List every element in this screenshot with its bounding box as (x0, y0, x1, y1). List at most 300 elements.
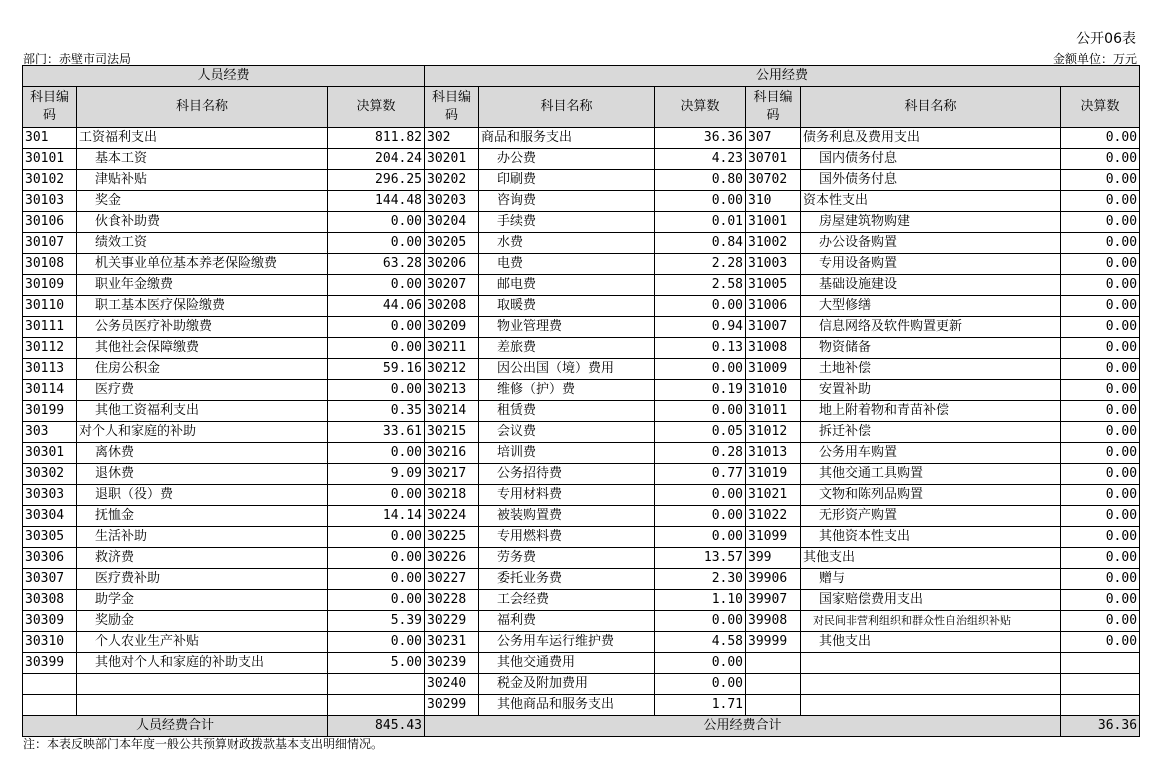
public-b-amount-cell: 0.00 (1061, 275, 1140, 296)
personnel-amount-cell: 0.00 (328, 527, 425, 548)
public-b-amount-cell (1061, 674, 1140, 695)
public-a-name-cell: 邮电费 (479, 275, 655, 296)
personnel-amount-cell: 0.00 (328, 317, 425, 338)
public-b-amount-cell: 0.00 (1061, 422, 1140, 443)
public-a-amount-cell: 2.58 (655, 275, 746, 296)
public-b-amount-cell: 0.00 (1061, 632, 1140, 653)
personnel-name-cell: 公务员医疗补助缴费 (77, 317, 328, 338)
personnel-name-cell: 绩效工资 (77, 233, 328, 254)
col-code-header: 科目编码 (23, 87, 77, 128)
table-row (23, 485, 1140, 506)
public-b-amount-cell (1061, 653, 1140, 674)
personnel-code-cell: 30108 (23, 254, 77, 275)
public-b-amount-cell: 0.00 (1061, 611, 1140, 632)
public-a-code-cell: 30229 (425, 611, 479, 632)
public-b-code-cell (746, 695, 801, 716)
public-b-name-cell: 安置补助 (801, 380, 1061, 401)
public-b-amount-cell: 0.00 (1061, 464, 1140, 485)
public-a-code-cell: 30213 (425, 380, 479, 401)
table-row (23, 422, 1140, 443)
public-a-name-cell: 劳务费 (479, 548, 655, 569)
personnel-code-cell: 30302 (23, 464, 77, 485)
table-row (23, 695, 1140, 716)
personnel-amount-cell: 5.39 (328, 611, 425, 632)
public-b-code-cell: 31022 (746, 506, 801, 527)
public-b-name-cell: 国内债务付息 (801, 149, 1061, 170)
table-row (23, 653, 1140, 674)
table-row (23, 275, 1140, 296)
col-amount-header: 决算数 (1061, 87, 1140, 128)
public-b-name-cell: 拆迁补偿 (801, 422, 1061, 443)
public-a-name-cell: 手续费 (479, 212, 655, 233)
personnel-amount-cell (328, 695, 425, 716)
public-a-amount-cell: 0.94 (655, 317, 746, 338)
public-a-name-cell: 办公费 (479, 149, 655, 170)
public-b-name-cell: 无形资产购置 (801, 506, 1061, 527)
expenditure-table (22, 65, 1140, 737)
public-b-name-cell: 公务用车购置 (801, 443, 1061, 464)
personnel-amount-cell: 0.00 (328, 212, 425, 233)
public-a-code-cell: 30214 (425, 401, 479, 422)
public-b-name-cell: 其他交通工具购置 (801, 464, 1061, 485)
public-a-code-cell: 30240 (425, 674, 479, 695)
personnel-code-cell: 30111 (23, 317, 77, 338)
personnel-amount-cell: 9.09 (328, 464, 425, 485)
personnel-code-cell: 30101 (23, 149, 77, 170)
public-a-amount-cell: 0.00 (655, 653, 746, 674)
table-row (23, 527, 1140, 548)
public-a-amount-cell: 2.28 (655, 254, 746, 275)
public-b-code-cell: 39999 (746, 632, 801, 653)
personnel-name-cell: 生活补助 (77, 527, 328, 548)
personnel-code-cell: 30305 (23, 527, 77, 548)
personnel-name-cell: 医疗费 (77, 380, 328, 401)
personnel-code-cell: 30303 (23, 485, 77, 506)
col-amount-header: 决算数 (655, 87, 746, 128)
public-a-code-cell: 30225 (425, 527, 479, 548)
public-a-amount-cell: 0.19 (655, 380, 746, 401)
table-row (23, 401, 1140, 422)
table-id-label: 公开06表 (1076, 31, 1136, 47)
public-a-amount-cell: 0.00 (655, 527, 746, 548)
personnel-amount-cell: 0.00 (328, 233, 425, 254)
public-a-amount-cell: 0.00 (655, 359, 746, 380)
public-b-amount-cell (1061, 695, 1140, 716)
personnel-name-cell (77, 674, 328, 695)
personnel-name-cell: 抚恤金 (77, 506, 328, 527)
personnel-code-cell: 30310 (23, 632, 77, 653)
public-a-code-cell: 30203 (425, 191, 479, 212)
public-b-name-cell: 专用设备购置 (801, 254, 1061, 275)
personnel-name-cell: 其他对个人和家庭的补助支出 (77, 653, 328, 674)
public-a-name-cell: 其他交通费用 (479, 653, 655, 674)
table-row (23, 548, 1140, 569)
public-b-code-cell: 30702 (746, 170, 801, 191)
table-row (23, 632, 1140, 653)
personnel-code-cell: 30199 (23, 401, 77, 422)
public-b-code-cell: 31003 (746, 254, 801, 275)
public-a-name-cell: 咨询费 (479, 191, 655, 212)
public-b-code-cell: 31002 (746, 233, 801, 254)
public-a-code-cell: 30227 (425, 569, 479, 590)
public-a-name-cell: 福利费 (479, 611, 655, 632)
personnel-code-cell: 301 (23, 128, 77, 149)
public-b-code-cell: 31099 (746, 527, 801, 548)
public-b-amount-cell: 0.00 (1061, 212, 1140, 233)
table-row (23, 590, 1140, 611)
public-a-amount-cell: 0.84 (655, 233, 746, 254)
personnel-code-cell: 303 (23, 422, 77, 443)
public-a-name-cell: 专用燃料费 (479, 527, 655, 548)
public-a-code-cell: 30218 (425, 485, 479, 506)
personnel-name-cell: 基本工资 (77, 149, 328, 170)
public-b-code-cell: 31019 (746, 464, 801, 485)
public-a-name-cell: 被装购置费 (479, 506, 655, 527)
public-b-name-cell (801, 653, 1061, 674)
personnel-amount-cell: 63.28 (328, 254, 425, 275)
public-b-name-cell: 房屋建筑物购建 (801, 212, 1061, 233)
public-a-name-cell: 差旅费 (479, 338, 655, 359)
department-label: 部门：赤壁市司法局 (23, 52, 132, 66)
public-a-name-cell: 印刷费 (479, 170, 655, 191)
personnel-name-cell: 其他社会保障缴费 (77, 338, 328, 359)
personnel-name-cell: 个人农业生产补贴 (77, 632, 328, 653)
public-a-code-cell: 30215 (425, 422, 479, 443)
public-b-name-cell: 文物和陈列品购置 (801, 485, 1061, 506)
public-a-amount-cell: 0.00 (655, 506, 746, 527)
public-a-name-cell: 公务用车运行维护费 (479, 632, 655, 653)
personnel-amount-cell: 33.61 (328, 422, 425, 443)
public-b-name-cell: 地上附着物和青苗补偿 (801, 401, 1061, 422)
table-row (23, 611, 1140, 632)
personnel-amount-cell: 144.48 (328, 191, 425, 212)
public-b-amount-cell: 0.00 (1061, 401, 1140, 422)
public-a-code-cell: 30208 (425, 296, 479, 317)
public-a-name-cell: 专用材料费 (479, 485, 655, 506)
public-a-code-cell: 30209 (425, 317, 479, 338)
public-a-amount-cell: 0.77 (655, 464, 746, 485)
personnel-name-cell: 奖金 (77, 191, 328, 212)
public-a-code-cell: 30207 (425, 275, 479, 296)
public-b-amount-cell: 0.00 (1061, 338, 1140, 359)
public-b-name-cell: 物资储备 (801, 338, 1061, 359)
amount-unit-label: 金额单位：万元 (1052, 52, 1137, 66)
public-a-amount-cell: 13.57 (655, 548, 746, 569)
public-b-name-cell: 债务利息及费用支出 (801, 128, 1061, 149)
public-b-amount-cell: 0.00 (1061, 233, 1140, 254)
public-a-code-cell: 30231 (425, 632, 479, 653)
public-a-code-cell: 30224 (425, 506, 479, 527)
personnel-code-cell: 30306 (23, 548, 77, 569)
public-a-amount-cell: 0.01 (655, 212, 746, 233)
public-b-code-cell: 307 (746, 128, 801, 149)
table-row (23, 674, 1140, 695)
public-b-code-cell (746, 674, 801, 695)
public-a-code-cell: 30211 (425, 338, 479, 359)
col-name-header: 科目名称 (479, 87, 655, 128)
public-b-code-cell: 31001 (746, 212, 801, 233)
personnel-amount-cell: 204.24 (328, 149, 425, 170)
personnel-amount-cell: 0.00 (328, 548, 425, 569)
public-b-amount-cell: 0.00 (1061, 485, 1140, 506)
public-a-name-cell: 其他商品和服务支出 (479, 695, 655, 716)
public-a-name-cell: 税金及附加费用 (479, 674, 655, 695)
personnel-name-cell: 工资福利支出 (77, 128, 328, 149)
public-a-name-cell: 物业管理费 (479, 317, 655, 338)
personnel-amount-cell: 296.25 (328, 170, 425, 191)
public-b-amount-cell: 0.00 (1061, 506, 1140, 527)
public-b-code-cell (746, 653, 801, 674)
table-row (23, 212, 1140, 233)
table-row (23, 233, 1140, 254)
personnel-code-cell: 30113 (23, 359, 77, 380)
public-total-amount: 36.36 (1061, 716, 1140, 737)
personnel-amount-cell: 0.00 (328, 380, 425, 401)
public-a-name-cell: 租赁费 (479, 401, 655, 422)
public-b-code-cell: 31012 (746, 422, 801, 443)
public-a-amount-cell: 0.00 (655, 485, 746, 506)
public-b-name-cell: 土地补偿 (801, 359, 1061, 380)
personnel-name-cell: 职工基本医疗保险缴费 (77, 296, 328, 317)
public-b-code-cell: 39907 (746, 590, 801, 611)
public-a-amount-cell: 4.58 (655, 632, 746, 653)
table-row (23, 128, 1140, 149)
public-a-code-cell: 30299 (425, 695, 479, 716)
public-a-amount-cell: 4.23 (655, 149, 746, 170)
public-b-name-cell: 国外债务付息 (801, 170, 1061, 191)
col-code-header: 科目编码 (425, 87, 479, 128)
personnel-name-cell: 奖励金 (77, 611, 328, 632)
public-b-name-cell: 办公设备购置 (801, 233, 1061, 254)
public-a-amount-cell: 0.00 (655, 401, 746, 422)
public-a-code-cell: 30239 (425, 653, 479, 674)
public-b-code-cell: 31006 (746, 296, 801, 317)
personnel-name-cell: 退休费 (77, 464, 328, 485)
personnel-code-cell: 30102 (23, 170, 77, 191)
personnel-code-cell (23, 674, 77, 695)
personnel-amount-cell: 0.00 (328, 338, 425, 359)
public-a-code-cell: 30201 (425, 149, 479, 170)
public-a-code-cell: 30228 (425, 590, 479, 611)
table-row (23, 464, 1140, 485)
public-a-amount-cell: 0.28 (655, 443, 746, 464)
public-a-code-cell: 30216 (425, 443, 479, 464)
public-b-code-cell: 31011 (746, 401, 801, 422)
public-a-code-cell: 30226 (425, 548, 479, 569)
personnel-amount-cell: 5.00 (328, 653, 425, 674)
personnel-amount-cell: 0.00 (328, 632, 425, 653)
personnel-name-cell: 助学金 (77, 590, 328, 611)
personnel-code-cell: 30309 (23, 611, 77, 632)
personnel-amount-cell: 44.06 (328, 296, 425, 317)
public-a-name-cell: 维修（护）费 (479, 380, 655, 401)
public-a-code-cell: 30206 (425, 254, 479, 275)
table-row (23, 569, 1140, 590)
table-row (23, 359, 1140, 380)
public-b-amount-cell: 0.00 (1061, 191, 1140, 212)
personnel-name-cell: 退职（役）费 (77, 485, 328, 506)
table-row (23, 149, 1140, 170)
personnel-name-cell: 伙食补助费 (77, 212, 328, 233)
personnel-amount-cell: 0.35 (328, 401, 425, 422)
personnel-name-cell: 离休费 (77, 443, 328, 464)
public-b-amount-cell: 0.00 (1061, 380, 1140, 401)
public-b-amount-cell: 0.00 (1061, 170, 1140, 191)
personnel-group-header: 人员经费 (23, 66, 425, 87)
personnel-amount-cell: 14.14 (328, 506, 425, 527)
public-a-amount-cell: 2.30 (655, 569, 746, 590)
public-a-amount-cell: 0.00 (655, 191, 746, 212)
column-header-row (23, 87, 1140, 128)
public-b-amount-cell: 0.00 (1061, 527, 1140, 548)
personnel-total-label: 人员经费合计 (23, 716, 328, 737)
personnel-code-cell: 30103 (23, 191, 77, 212)
public-a-name-cell: 公务招待费 (479, 464, 655, 485)
public-a-code-cell: 30212 (425, 359, 479, 380)
public-b-amount-cell: 0.00 (1061, 359, 1140, 380)
personnel-amount-cell: 0.00 (328, 275, 425, 296)
personnel-code-cell (23, 695, 77, 716)
footnote: 注：本表反映部门本年度一般公共预算财政拨款基本支出明细情况。 (23, 737, 384, 751)
public-a-name-cell: 商品和服务支出 (479, 128, 655, 149)
public-a-name-cell: 水费 (479, 233, 655, 254)
personnel-amount-cell (328, 674, 425, 695)
table-row (23, 443, 1140, 464)
public-b-name-cell: 资本性支出 (801, 191, 1061, 212)
public-b-code-cell: 310 (746, 191, 801, 212)
public-b-name-cell (801, 674, 1061, 695)
public-a-code-cell: 302 (425, 128, 479, 149)
public-b-code-cell: 31005 (746, 275, 801, 296)
personnel-name-cell: 津贴补贴 (77, 170, 328, 191)
table-row (23, 254, 1140, 275)
public-a-name-cell: 电费 (479, 254, 655, 275)
public-b-amount-cell: 0.00 (1061, 128, 1140, 149)
table-row (23, 506, 1140, 527)
table-row (23, 191, 1140, 212)
public-b-code-cell: 31010 (746, 380, 801, 401)
public-b-amount-cell: 0.00 (1061, 296, 1140, 317)
public-b-name-cell: 其他支出 (801, 632, 1061, 653)
public-b-code-cell: 39906 (746, 569, 801, 590)
personnel-total-amount: 845.43 (328, 716, 425, 737)
public-b-code-cell: 39908 (746, 611, 801, 632)
public-a-code-cell: 30204 (425, 212, 479, 233)
public-b-name-cell: 其他资本性支出 (801, 527, 1061, 548)
personnel-code-cell: 30112 (23, 338, 77, 359)
public-a-name-cell: 因公出国（境）费用 (479, 359, 655, 380)
public-a-code-cell: 30217 (425, 464, 479, 485)
public-a-code-cell: 30202 (425, 170, 479, 191)
public-b-name-cell: 对民间非营利组织和群众性自治组织补贴 (801, 611, 1061, 632)
personnel-name-cell: 其他工资福利支出 (77, 401, 328, 422)
personnel-amount-cell: 0.00 (328, 443, 425, 464)
public-a-name-cell: 取暖费 (479, 296, 655, 317)
personnel-name-cell: 救济费 (77, 548, 328, 569)
personnel-amount-cell: 0.00 (328, 590, 425, 611)
personnel-code-cell: 30114 (23, 380, 77, 401)
public-a-name-cell: 会议费 (479, 422, 655, 443)
public-b-amount-cell: 0.00 (1061, 149, 1140, 170)
personnel-code-cell: 30109 (23, 275, 77, 296)
public-a-amount-cell: 0.13 (655, 338, 746, 359)
public-a-amount-cell: 0.00 (655, 296, 746, 317)
col-name-header: 科目名称 (77, 87, 328, 128)
public-b-amount-cell: 0.00 (1061, 569, 1140, 590)
public-b-name-cell: 其他支出 (801, 548, 1061, 569)
public-b-amount-cell: 0.00 (1061, 317, 1140, 338)
totals-row (23, 716, 1140, 737)
public-b-code-cell: 31021 (746, 485, 801, 506)
public-a-code-cell: 30205 (425, 233, 479, 254)
personnel-name-cell: 对个人和家庭的补助 (77, 422, 328, 443)
public-b-name-cell: 国家赔偿费用支出 (801, 590, 1061, 611)
group-header-row (23, 66, 1140, 87)
personnel-code-cell: 30301 (23, 443, 77, 464)
public-a-amount-cell: 0.00 (655, 674, 746, 695)
public-a-amount-cell: 0.05 (655, 422, 746, 443)
personnel-code-cell: 30399 (23, 653, 77, 674)
public-a-amount-cell: 36.36 (655, 128, 746, 149)
personnel-name-cell (77, 695, 328, 716)
personnel-code-cell: 30304 (23, 506, 77, 527)
public-b-amount-cell: 0.00 (1061, 590, 1140, 611)
public-b-code-cell: 399 (746, 548, 801, 569)
table-row (23, 338, 1140, 359)
public-b-name-cell: 信息网络及软件购置更新 (801, 317, 1061, 338)
public-b-code-cell: 31007 (746, 317, 801, 338)
public-b-name-cell: 大型修缮 (801, 296, 1061, 317)
public-b-name-cell: 赠与 (801, 569, 1061, 590)
public-group-header: 公用经费 (425, 66, 1140, 87)
table-body (23, 66, 1140, 716)
personnel-code-cell: 30107 (23, 233, 77, 254)
public-a-amount-cell: 0.80 (655, 170, 746, 191)
col-code-header: 科目编码 (746, 87, 801, 128)
public-b-amount-cell: 0.00 (1061, 254, 1140, 275)
public-total-label: 公用经费合计 (425, 716, 1061, 737)
public-b-amount-cell: 0.00 (1061, 443, 1140, 464)
public-a-name-cell: 委托业务费 (479, 569, 655, 590)
public-a-amount-cell: 1.10 (655, 590, 746, 611)
public-b-amount-cell: 0.00 (1061, 548, 1140, 569)
public-b-code-cell: 30701 (746, 149, 801, 170)
table-row (23, 317, 1140, 338)
personnel-code-cell: 30110 (23, 296, 77, 317)
public-b-code-cell: 31009 (746, 359, 801, 380)
personnel-code-cell: 30106 (23, 212, 77, 233)
public-b-name-cell (801, 695, 1061, 716)
personnel-amount-cell: 0.00 (328, 485, 425, 506)
personnel-amount-cell: 811.82 (328, 128, 425, 149)
public-a-name-cell: 培训费 (479, 443, 655, 464)
public-b-code-cell: 31008 (746, 338, 801, 359)
public-b-code-cell: 31013 (746, 443, 801, 464)
personnel-name-cell: 住房公积金 (77, 359, 328, 380)
public-a-amount-cell: 0.00 (655, 611, 746, 632)
public-a-amount-cell: 1.71 (655, 695, 746, 716)
personnel-code-cell: 30308 (23, 590, 77, 611)
public-a-name-cell: 工会经费 (479, 590, 655, 611)
col-amount-header: 决算数 (328, 87, 425, 128)
personnel-name-cell: 职业年金缴费 (77, 275, 328, 296)
col-name-header: 科目名称 (801, 87, 1061, 128)
table-row (23, 170, 1140, 191)
table-row (23, 296, 1140, 317)
personnel-amount-cell: 59.16 (328, 359, 425, 380)
table-row (23, 380, 1140, 401)
personnel-code-cell: 30307 (23, 569, 77, 590)
